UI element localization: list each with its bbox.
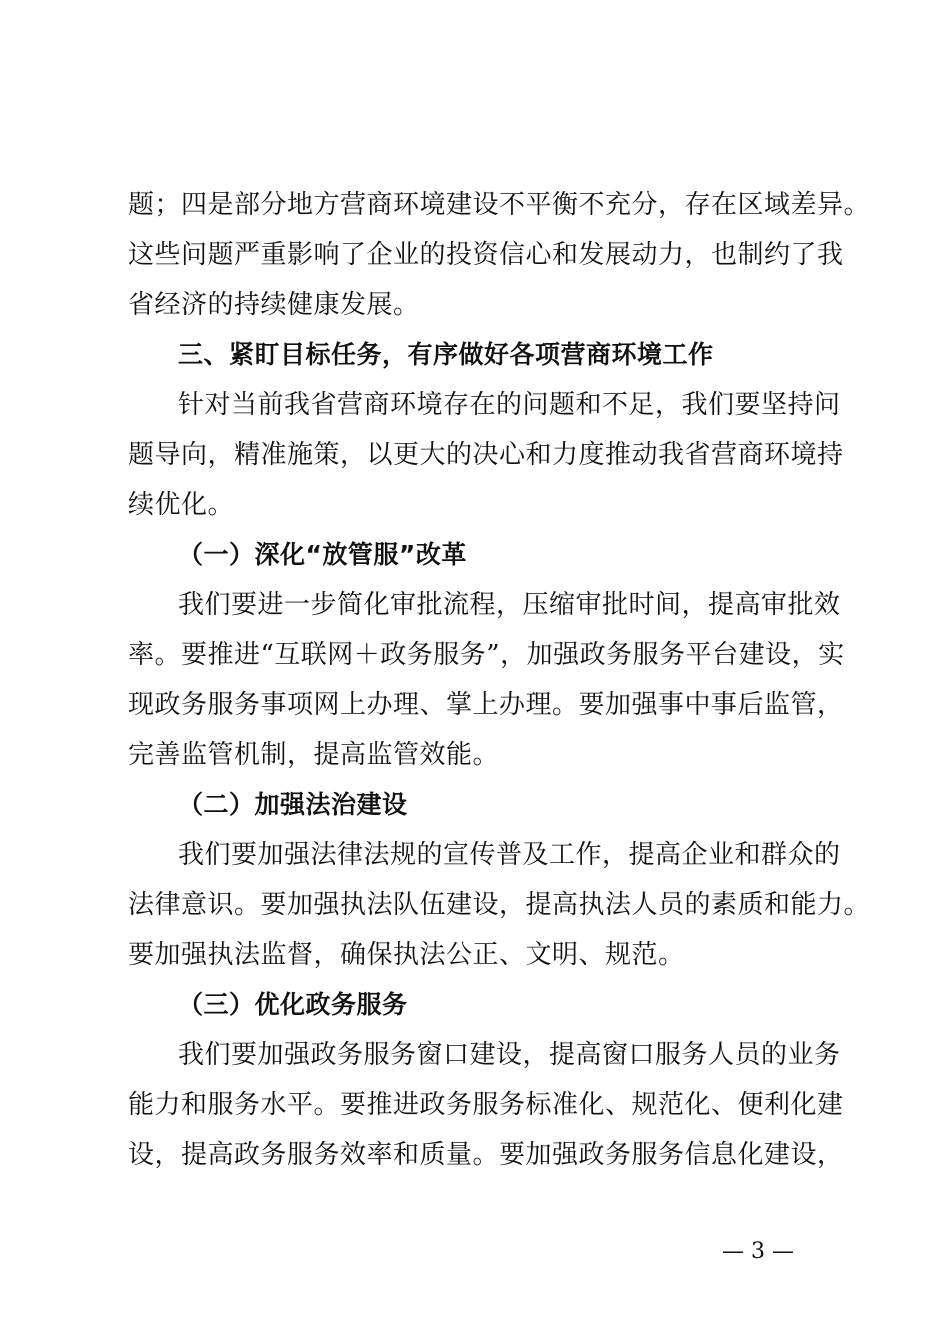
paragraph-line: 省经济的持续健康发展。 xyxy=(128,290,420,320)
paragraph-line: 我们要加强政务服务窗口建设，提高窗口服务人员的业务 xyxy=(178,1040,841,1070)
section-heading: 三、紧盯目标任务，有序做好各项营商环境工作 xyxy=(178,340,714,369)
paragraph-line: 能力和服务水平。要推进政务服务标准化、规范化、便利化建 xyxy=(128,1090,844,1120)
paragraph-line: 续优化。 xyxy=(128,490,235,520)
page-number: — 3 — xyxy=(722,1239,794,1264)
subsection-heading: （一）深化“放管服”改革 xyxy=(178,540,467,569)
paragraph-line: 我们要进一步简化审批流程，压缩审批时间，提高审批效 xyxy=(178,590,841,620)
paragraph-line: 现政务服务事项网上办理、掌上办理。要加强事中事后监管， xyxy=(128,690,844,720)
paragraph-line: 这些问题严重影响了企业的投资信心和发展动力，也制约了我 xyxy=(128,240,844,270)
paragraph-line: 题导向，精准施策，以更大的决心和力度推动我省营商环境持 xyxy=(128,440,844,470)
paragraph-line: 设，提高政务服务效率和质量。要加强政务服务信息化建设， xyxy=(128,1140,844,1170)
paragraph-line: 完善监管机制，提高监管效能。 xyxy=(128,740,500,770)
paragraph-line: 题；四是部分地方营商环境建设不平衡不充分，存在区域差异。 xyxy=(128,190,871,220)
paragraph-line: 率。要推进“互联网＋政务服务”，加强政务服务平台建设，实 xyxy=(128,640,845,670)
subsection-heading: （二）加强法治建设 xyxy=(178,790,408,819)
paragraph-line: 针对当前我省营商环境存在的问题和不足，我们要坚持问 xyxy=(178,390,841,420)
paragraph-line: 我们要加强法律法规的宣传普及工作，提高企业和群众的 xyxy=(178,840,841,870)
paragraph-line: 要加强执法监督，确保执法公正、文明、规范。 xyxy=(128,940,685,970)
paragraph-line: 法律意识。要加强执法队伍建设，提高执法人员的素质和能力。 xyxy=(128,890,871,920)
subsection-heading: （三）优化政务服务 xyxy=(178,990,408,1019)
